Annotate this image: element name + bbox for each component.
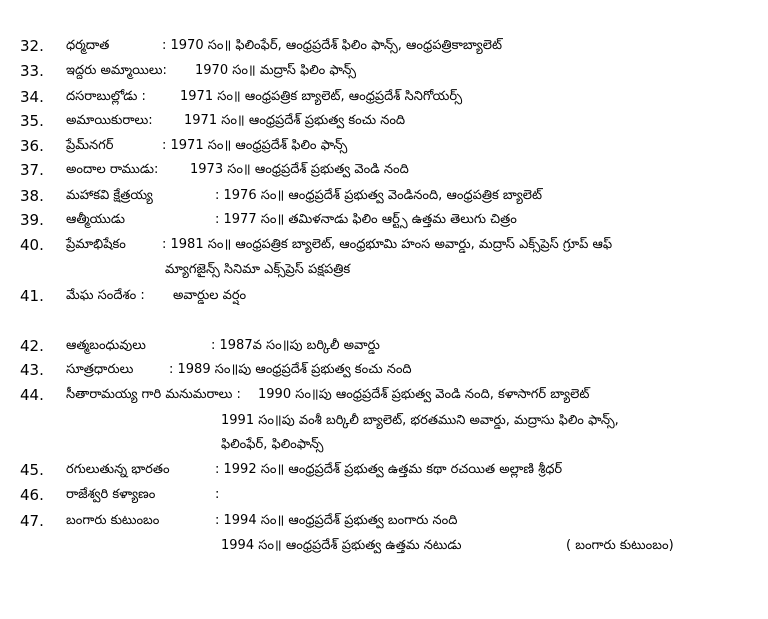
entry-number: 43. [20, 361, 44, 379]
entry-number: 37. [20, 161, 44, 179]
award-text: : 1994 సం॥ ఆంధ్రప్రదేశ్ ప్రభుత్వ బంగారు నంది [215, 513, 458, 528]
list-item [0, 232, 768, 258]
list-item [0, 84, 768, 110]
film-title: రగులుతున్న భారతం [66, 462, 170, 477]
list-item [0, 533, 768, 559]
film-title: ఆత్మబంధువులు [66, 338, 146, 353]
list-item [0, 432, 768, 458]
film-title: అందాల రాముడు: [66, 162, 159, 177]
list-item [0, 183, 768, 209]
award-text: : 1981 సం॥ ఆంధ్రపత్రిక బ్యాలెట్, ఆంధ్రభూమి హంస అవార్డు, మద్రాస్ ఎక్స్‌ప్రెస్ గ్రూప్ ఆఫ్ [162, 237, 613, 252]
list-item [0, 382, 768, 408]
list-item [0, 157, 768, 183]
entry-number: 44. [20, 386, 44, 404]
list-item [0, 357, 768, 383]
entry-number: 42. [20, 337, 44, 355]
film-title: సూత్రధారులు [66, 362, 134, 377]
film-title: ధర్మదాత [66, 38, 110, 53]
award-text-continued: 1991 సం॥పు వంశీ బర్కిలీ బ్యాలెట్, భరతముని అవార్డు, మద్రాసు ఫిలిం ఫాన్స్, [221, 413, 619, 428]
film-title: ప్రేమాభిషేకం [66, 237, 126, 252]
film-title: బంగారు కుటుంబం [66, 513, 160, 528]
film-title: ఇద్దరు అమ్మాయిలు: [66, 63, 167, 78]
entry-number: 46. [20, 486, 44, 504]
list-item [0, 58, 768, 84]
award-text: 1970 సం॥ మద్రాస్ ఫిలిం ఫాన్స్ [195, 63, 357, 78]
list-item [0, 207, 768, 233]
award-text: : 1971 సం॥ ఆంధ్రప్రదేశ్ ఫిలిం ఫాన్స్ [162, 138, 348, 153]
film-title: అమాయికురాలు: [66, 113, 153, 128]
list-item [0, 482, 768, 508]
list-item [0, 333, 768, 359]
entry-number: 39. [20, 211, 44, 229]
entry-number: 32. [20, 37, 44, 55]
film-title: మేఘ సందేశం : [66, 288, 145, 303]
award-text-continued: 1994 సం॥ ఆంధ్రప్రదేశ్ ప్రభుత్వ ఉత్తమ నటుడు [221, 538, 462, 553]
award-text: : 1987వ సం॥పు బర్కిలీ అవార్డు [211, 338, 380, 353]
award-text-continued: మ్యాగజైన్స్ సినిమా ఎక్స్‌ప్రెస్ పక్షపత్రిక [165, 262, 351, 277]
award-text: 1973 సం॥ ఆంధ్రప్రదేశ్ ప్రభుత్వ వెండి నంది [190, 162, 409, 177]
list-item [0, 283, 768, 309]
list-item [0, 133, 768, 159]
list-item [0, 457, 768, 483]
award-text: : 1970 సం॥ ఫిలింఫేర్, ఆంధ్రప్రదేశ్ ఫిలిం ఫాన్స్, ఆంధ్రపత్రికాబ్యాలెట్ [162, 38, 503, 53]
entry-number: 47. [20, 512, 44, 530]
entry-number: 36. [20, 137, 44, 155]
award-text: : 1976 సం॥ ఆంధ్రప్రదేశ్ ప్రభుత్వ వెండినంది, ఆంధ్రపత్రిక బ్యాలెట్ [215, 188, 543, 203]
film-title: దసరాబుల్లోడు : [66, 89, 146, 104]
film-title: మహాకవి క్షేత్రయ్య [66, 188, 153, 203]
list-item [0, 108, 768, 134]
award-text: 1990 సం॥పు ఆంధ్రప్రదేశ్ ప్రభుత్వ వెండి నంది, కళాసాగర్ బ్యాలెట్ [258, 387, 590, 402]
film-title: ప్రేమ్‌నగర్ [66, 138, 114, 153]
award-film-reference: ( బంగారు కుటుంబం) [566, 538, 674, 553]
entry-number: 33. [20, 62, 44, 80]
award-text-continued: ఫిలింఫేర్, ఫిలింఫాన్స్ [221, 437, 324, 452]
award-text: : 1977 సం॥ తమిళనాడు ఫిలిం ఆర్ట్స్ ఉత్తమ తెలుగు చిత్రం [215, 212, 517, 227]
entry-number: 45. [20, 461, 44, 479]
entry-number: 35. [20, 112, 44, 130]
film-title: ఆత్మీయుడు [66, 212, 125, 227]
list-item [0, 508, 768, 534]
award-text: 1971 సం॥ ఆంధ్రపత్రిక బ్యాలెట్, ఆంధ్రప్రదేశ్ సినిగోయర్స్ [180, 89, 463, 104]
film-title: సీతారామయ్య గారి మనుమరాలు : [66, 387, 241, 402]
award-text: : 1992 సం॥ ఆంధ్రప్రదేశ్ ప్రభుత్వ ఉత్తమ కథా రచయిత అల్లాణి శ్రీధర్ [215, 462, 563, 477]
list-item [0, 257, 768, 283]
entry-number: 34. [20, 88, 44, 106]
award-text: 1971 సం॥ ఆంధ్రప్రదేశ్ ప్రభుత్వ కంచు నంది [184, 113, 406, 128]
entry-number: 38. [20, 187, 44, 205]
entry-number: 40. [20, 236, 44, 254]
list-item [0, 408, 768, 434]
film-title: రాజేశ్వరి కళ్యాణం [66, 487, 156, 502]
award-text: అవార్డుల వర్షం [173, 288, 247, 303]
list-item [0, 33, 768, 59]
award-text: : [215, 487, 220, 502]
award-text: : 1989 సం॥పు ఆంధ్రప్రదేశ్ ప్రభుత్వ కంచు నంది [169, 362, 412, 377]
entry-number: 41. [20, 287, 44, 305]
